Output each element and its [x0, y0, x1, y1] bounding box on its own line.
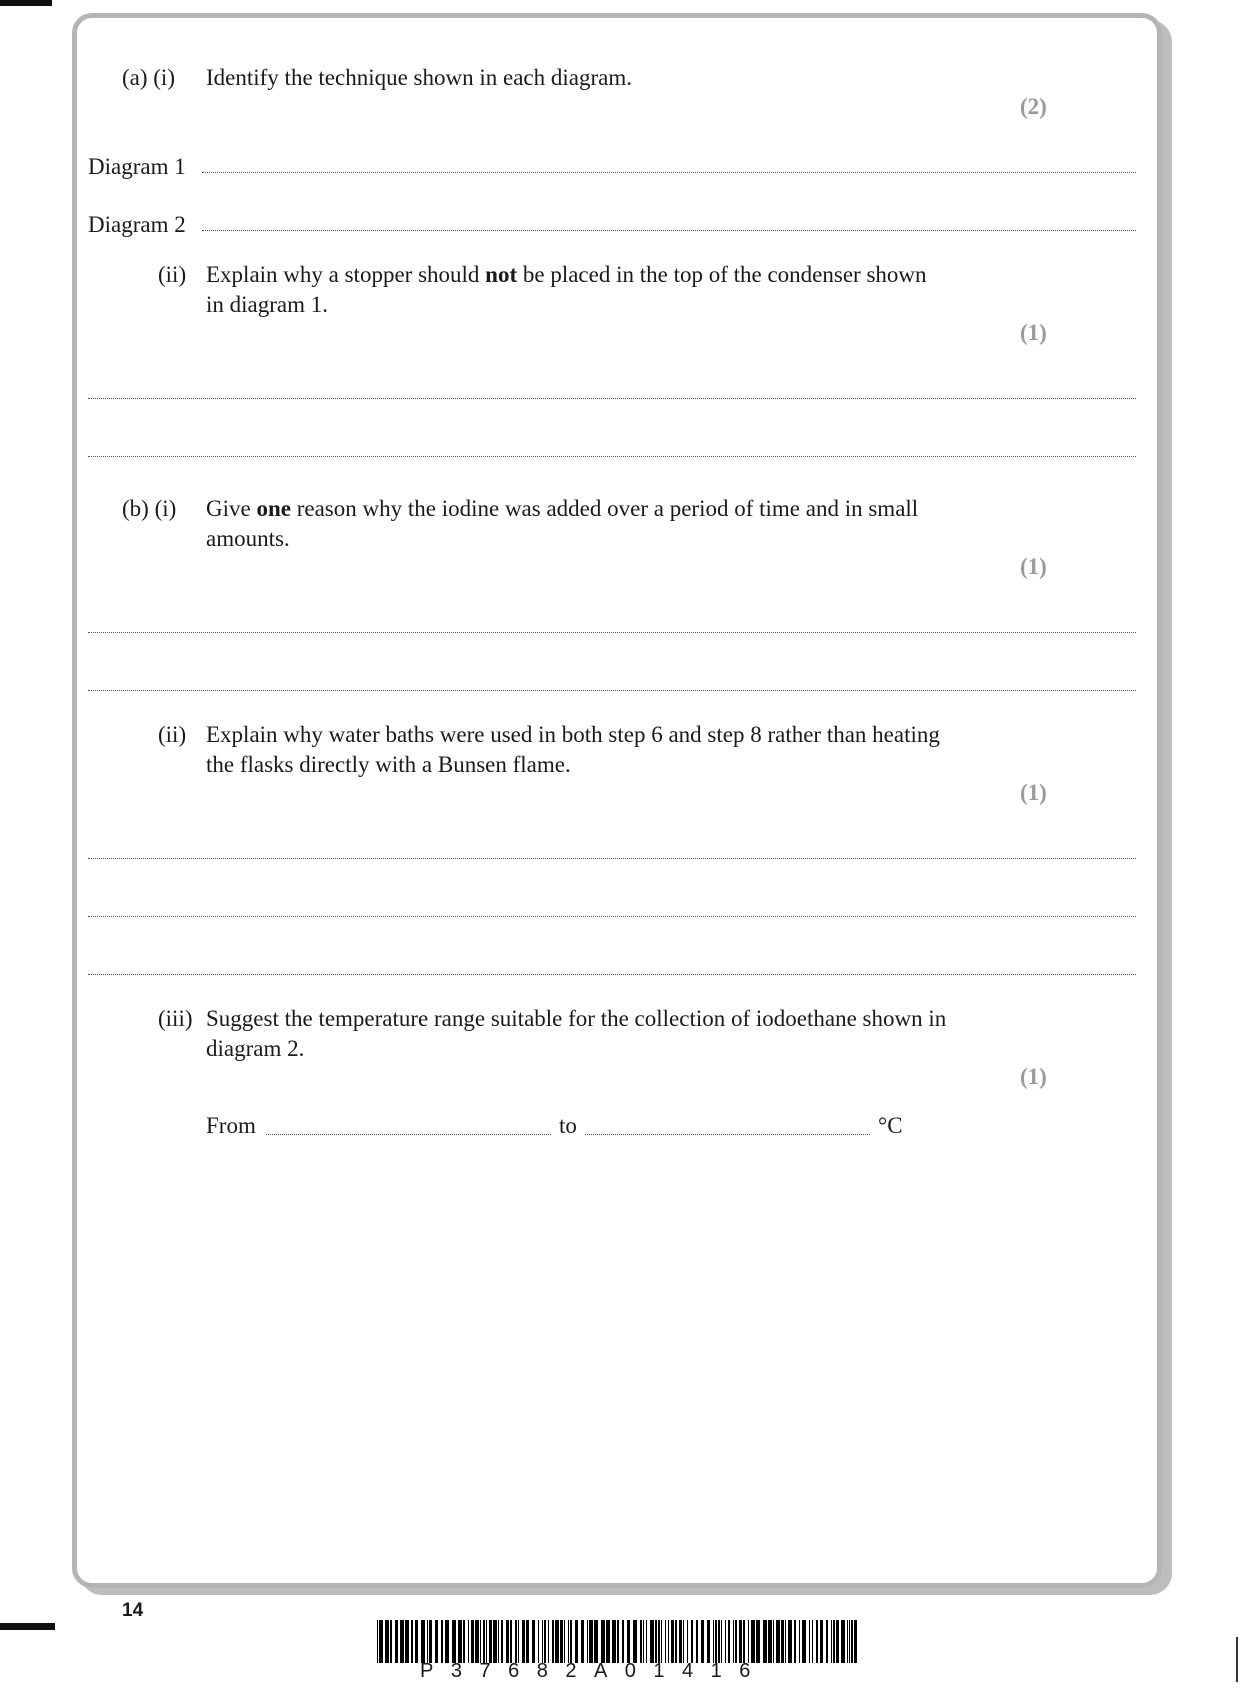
answer-line-a-ii-1[interactable] — [88, 398, 1136, 399]
answer-line-b-i-2[interactable] — [88, 690, 1136, 691]
marks-a-i: (2) — [1020, 94, 1047, 119]
question-b-i-line2: amounts. — [206, 526, 290, 551]
question-a-ii-bold: not — [485, 262, 518, 287]
question-b-i-part1: Give — [206, 496, 257, 521]
answer-line-diagram-2[interactable] — [202, 230, 1136, 231]
question-a-i-text: Identify the technique shown in each diagram. — [206, 65, 632, 90]
answer-line-diagram-1[interactable] — [202, 172, 1136, 173]
answer-line-from[interactable] — [266, 1134, 551, 1135]
answer-frame — [72, 13, 1162, 1588]
question-b-ii-line1: Explain why water baths were used in both step 6 and step 8 rather than heating — [206, 722, 940, 747]
question-b-ii-line2: the flasks directly with a Bunsen flame. — [206, 752, 571, 777]
question-a-ii-part2: be placed in the top of the condenser shown — [517, 262, 927, 287]
question-label-a-i: (a) (i) — [122, 65, 175, 90]
page-number: 14 — [122, 1600, 144, 1621]
question-a-ii-text — [206, 260, 927, 290]
question-a-ii-part1: Explain why a stopper should — [206, 262, 486, 287]
question-label-a-ii: (ii) — [158, 262, 187, 287]
question-b-i-part2: reason why the iodine was added over a period of time and in small — [290, 496, 919, 521]
question-a-ii-line2: in diagram 1. — [206, 292, 328, 317]
marks-b-iii: (1) — [1020, 1064, 1047, 1089]
marks-a-ii: (1) — [1020, 320, 1047, 345]
question-b-iii-line2: diagram 2. — [206, 1036, 305, 1061]
marks-b-ii: (1) — [1020, 780, 1047, 805]
registration-tick-right — [1236, 1637, 1238, 1682]
question-label-b-iii: (iii) — [158, 1006, 193, 1031]
from-label: From — [206, 1113, 256, 1138]
registration-mark-bottom — [0, 1623, 55, 1630]
answer-line-a-ii-2[interactable] — [88, 456, 1136, 457]
answer-line-b-ii-1[interactable] — [88, 858, 1136, 859]
question-label-b-i: (b) (i) — [122, 496, 177, 521]
barcode-text: P37682A01416 — [420, 1660, 768, 1682]
question-b-iii-line1: Suggest the temperature range suitable for the collection of iodoethane shown in — [206, 1006, 947, 1031]
to-label: to — [559, 1113, 577, 1138]
marks-b-i: (1) — [1020, 554, 1047, 579]
diagram-2-label: Diagram 2 — [88, 212, 186, 237]
diagram-1-label: Diagram 1 — [88, 154, 186, 179]
registration-mark-top — [0, 0, 52, 6]
answer-line-to[interactable] — [585, 1134, 870, 1135]
answer-line-b-ii-3[interactable] — [88, 974, 1136, 975]
unit-label: °C — [878, 1113, 903, 1138]
question-b-i-text — [206, 494, 918, 524]
question-label-b-ii: (ii) — [158, 722, 187, 747]
question-b-i-bold: one — [256, 496, 291, 521]
answer-line-b-ii-2[interactable] — [88, 916, 1136, 917]
barcode — [377, 1620, 862, 1663]
answer-line-b-i-1[interactable] — [88, 632, 1136, 633]
